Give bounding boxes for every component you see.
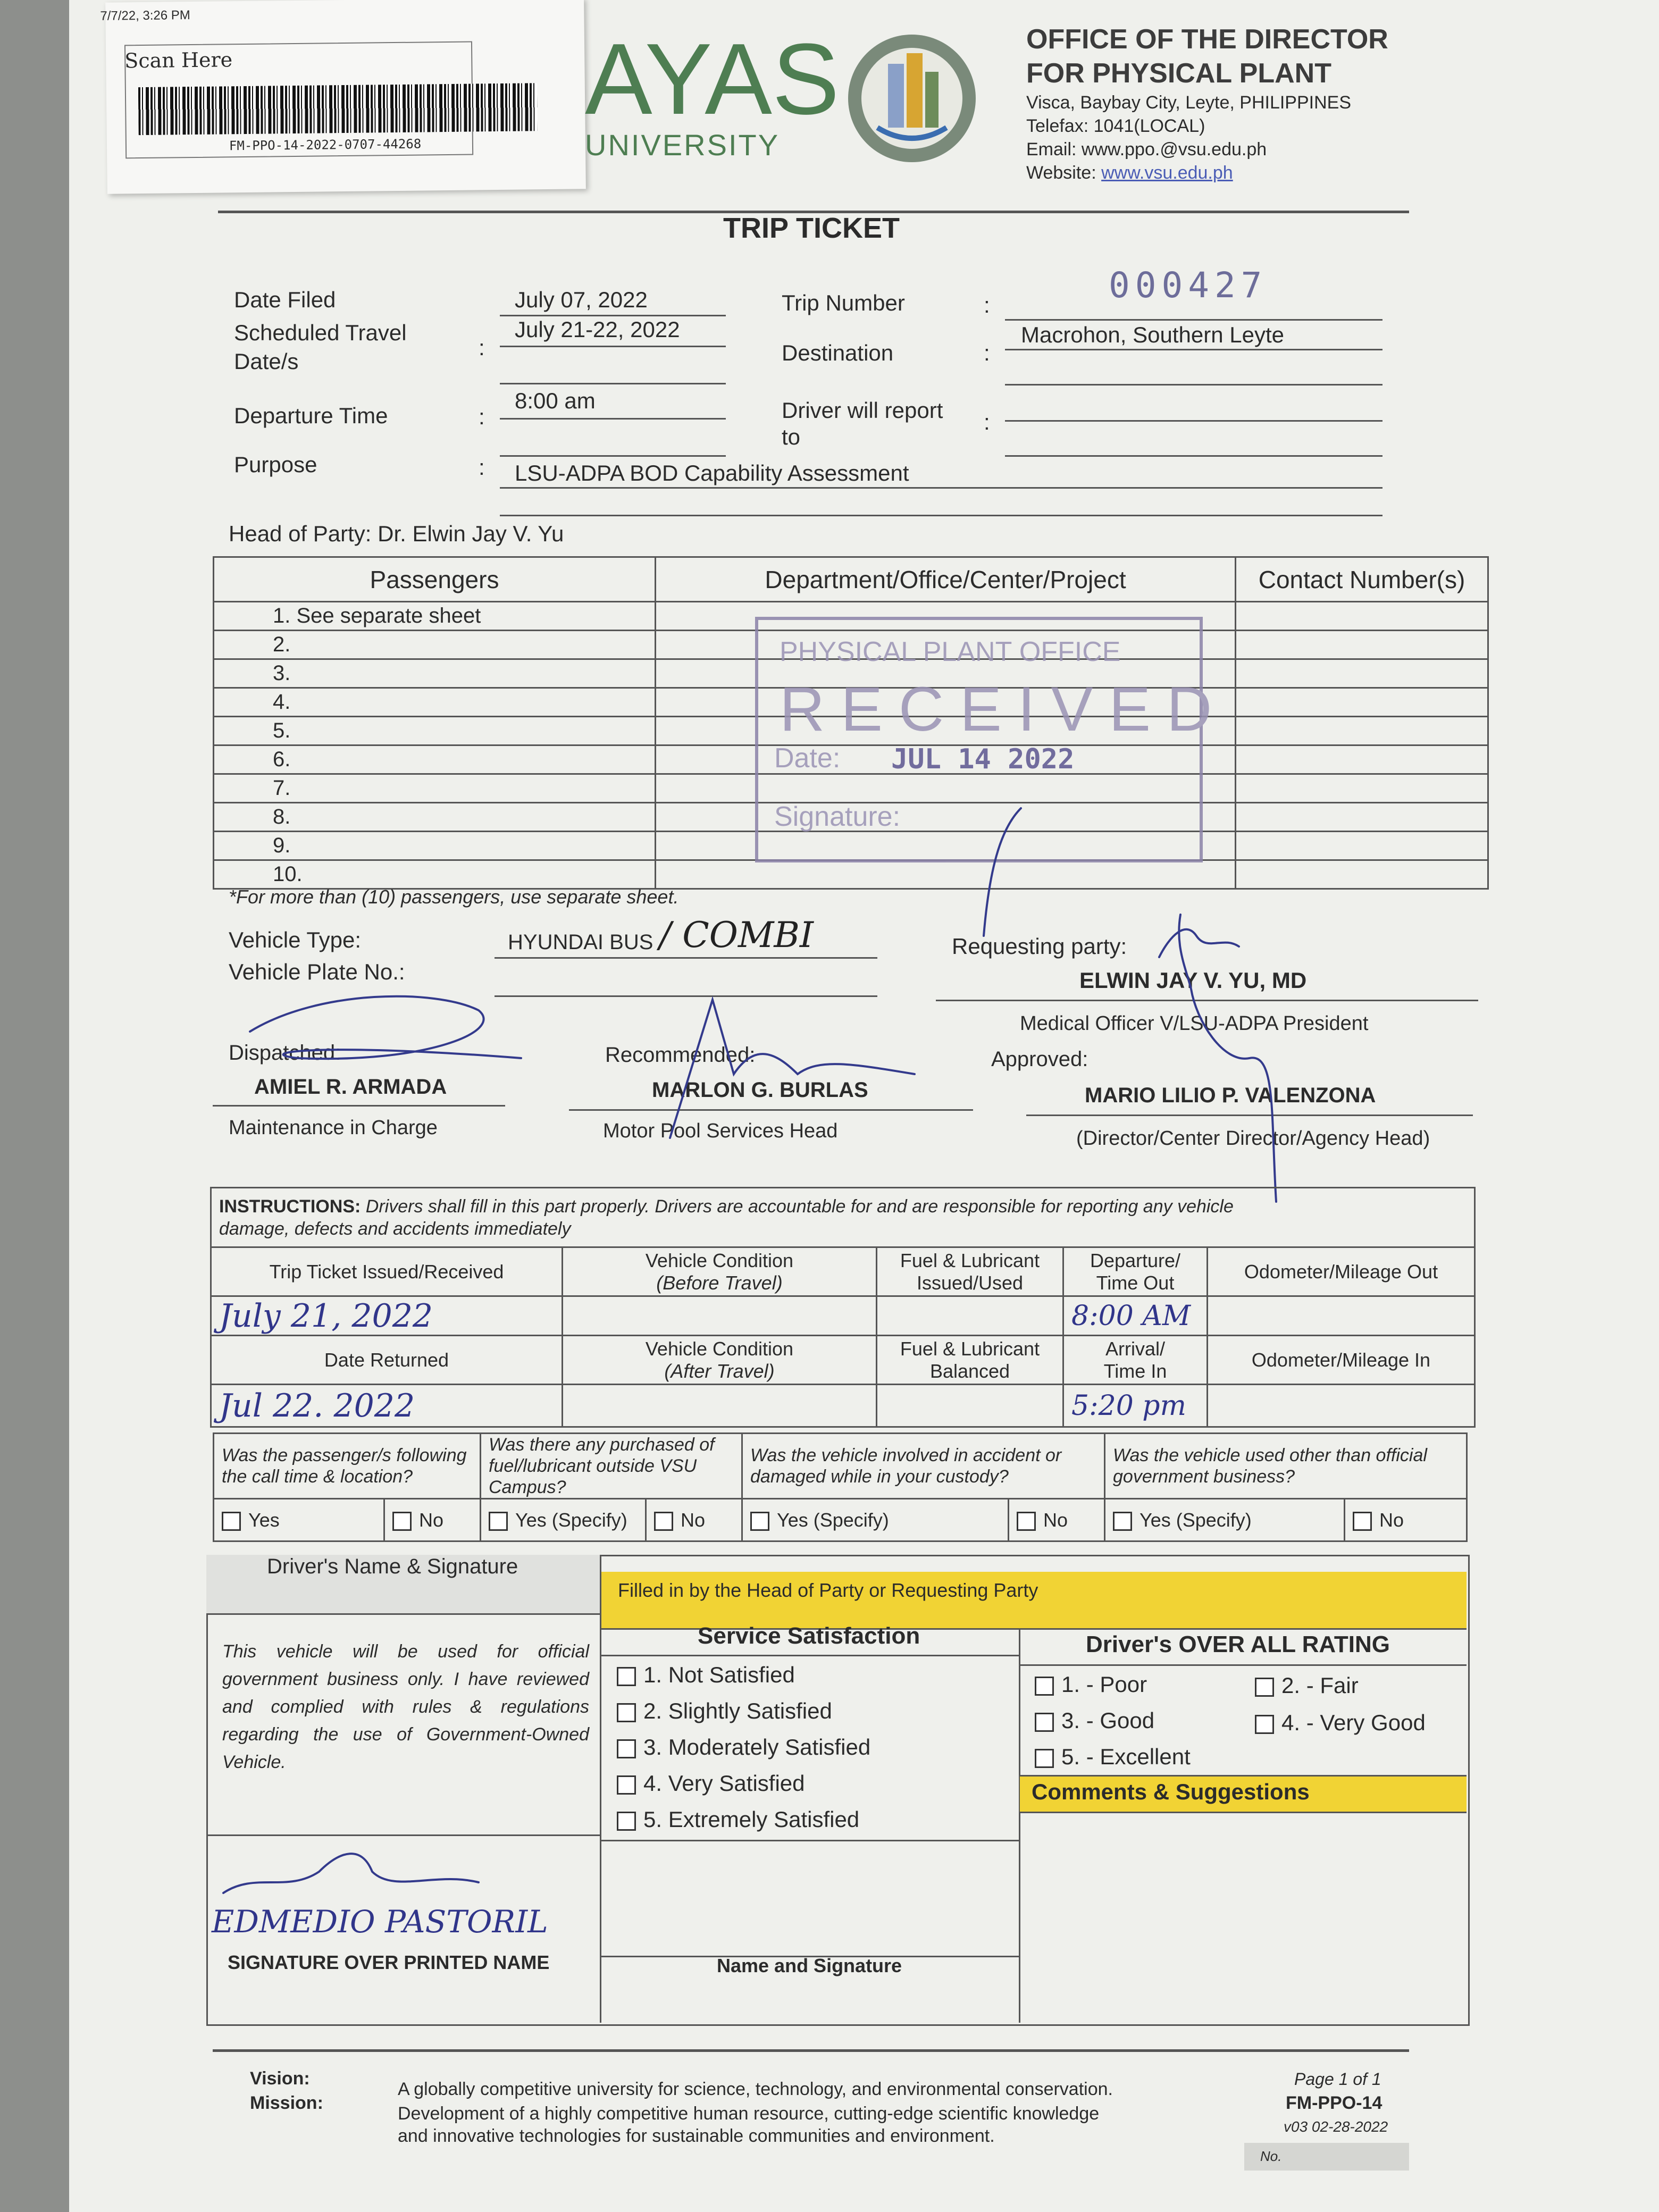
scan-label	[100, 0, 586, 194]
date-filed-value: July 07, 2022	[515, 287, 648, 312]
checkbox-icon	[392, 1512, 412, 1531]
footer-divider	[213, 2049, 1409, 2052]
vehicle-type-handwritten: / COMBI	[659, 915, 814, 956]
scan-here-label: Scan Here	[124, 48, 233, 73]
stamp-date: JUL 14 2022	[891, 743, 1075, 775]
received-stamp: PHYSICAL PLANT OFFICE RECEIVED Date: JUL 14 2022 Signature:	[755, 617, 1203, 862]
head-of-party: Head of Party: Dr. Elwin Jay V. Yu	[229, 521, 564, 546]
col-contact: Contact Number(s)	[1236, 557, 1488, 602]
satisfaction-option[interactable]: 1. Not Satisfied	[617, 1662, 795, 1688]
website-link[interactable]: www.vsu.edu.ph	[1101, 163, 1233, 183]
checkbox-icon	[1035, 1677, 1054, 1696]
requesting-name: ELWIN JAY V. YU, MD	[1079, 968, 1307, 993]
driver-statement: This vehicle will be used for official government business only. I have reviewed and complied with rules & regulations regarding the use of Government-Owned Vehicle.	[222, 1641, 589, 1772]
checkbox-icon	[617, 1812, 636, 1831]
name-and-signature-label: Name and Signature	[717, 1955, 902, 1976]
office-title-2: FOR PHYSICAL PLANT	[1026, 58, 1331, 89]
purpose-value: LSU-ADPA BOD Capability Assessment	[515, 460, 909, 485]
checkbox-icon	[1353, 1512, 1372, 1531]
physical-plant-seal-icon	[840, 27, 984, 170]
col-passengers: Passengers	[214, 557, 656, 602]
report-label-2: to	[782, 424, 801, 449]
checkbox-icon	[617, 1739, 636, 1758]
checkbox-icon	[1255, 1678, 1274, 1697]
mission-text-2: and innovative technologies for sustainable communities and environment.	[398, 2126, 995, 2146]
q2-yes-option[interactable]: Yes (Specify)	[481, 1499, 646, 1541]
checkbox-icon	[1035, 1749, 1054, 1768]
dispatched-title: Maintenance in Charge	[229, 1117, 438, 1139]
checkbox-icon	[617, 1775, 636, 1795]
office-title-1: OFFICE OF THE DIRECTOR	[1026, 24, 1388, 55]
driver-signature-name: EDMEDIO PASTORIL	[212, 1904, 548, 1940]
passenger-row: 10.	[214, 860, 656, 889]
satisfaction-option[interactable]: 5. Extremely Satisfied	[617, 1807, 859, 1832]
recommended-title: Motor Pool Services Head	[603, 1120, 838, 1142]
passenger-row: 9.	[214, 832, 656, 860]
form-title: TRIP TICKET	[723, 212, 900, 244]
q1-no-option[interactable]: No	[384, 1499, 481, 1541]
form-version: v03 02-28-2022	[1284, 2118, 1388, 2135]
vision-text: A globally competitive university for science, technology, and environmental conservation.	[398, 2079, 1113, 2099]
satisfaction-option[interactable]: 2. Slightly Satisfied	[617, 1698, 832, 1724]
passenger-row: 1. See separate sheet	[214, 602, 656, 631]
page-number: Page 1 of 1	[1294, 2069, 1381, 2089]
time-out-handwritten: 8:00 AM	[1063, 1296, 1208, 1336]
rating-very-good[interactable]: 4. - Very Good	[1255, 1710, 1426, 1736]
office-email: Email: www.ppo.@vsu.edu.ph	[1026, 139, 1267, 160]
checkbox-icon	[654, 1512, 673, 1531]
barcode-text: FM-PPO-14-2022-0707-44268	[229, 136, 422, 154]
office-website: Website: www.vsu.edu.ph	[1026, 163, 1233, 183]
dispatched-name: AMIEL R. ARMADA	[254, 1075, 447, 1099]
driver-signature-label: SIGNATURE OVER PRINTED NAME	[228, 1951, 550, 1973]
passenger-row: 2.	[214, 631, 656, 659]
form-code: FM-PPO-14	[1286, 2093, 1382, 2113]
recommended-label: Recommended:	[605, 1043, 756, 1067]
q1-yes-option[interactable]: Yes	[214, 1499, 384, 1541]
destination-label: Destination	[782, 340, 894, 365]
mission-text-1: Development of a highly competitive human resource, cutting-edge scientific knowledge	[398, 2104, 1100, 2124]
passenger-row: 8.	[214, 803, 656, 832]
vehicle-plate-label: Vehicle Plate No.:	[229, 959, 405, 984]
satisfaction-title: Service Satisfaction	[698, 1623, 920, 1649]
vehicle-type-value: HYUNDAI BUS	[508, 931, 653, 954]
vehicle-type-label: Vehicle Type:	[229, 927, 362, 952]
checkbox-icon	[750, 1512, 769, 1531]
trip-number-label: Trip Number	[782, 290, 905, 315]
scheduled-label-2: Date/s	[234, 349, 299, 374]
rating-fair[interactable]: 2. - Fair	[1255, 1673, 1359, 1698]
checkbox-icon	[1035, 1713, 1054, 1732]
time-in-handwritten: 5:20 pm	[1063, 1385, 1208, 1427]
satisfaction-option[interactable]: 3. Moderately Satisfied	[617, 1735, 870, 1760]
no-field: No.	[1244, 2143, 1409, 2171]
checkbox-icon	[617, 1667, 636, 1686]
requesting-label: Requesting party:	[952, 934, 1127, 959]
q4-no-option[interactable]: No	[1345, 1499, 1467, 1541]
mission-label: Mission:	[250, 2093, 323, 2113]
scheduled-value: July 21-22, 2022	[515, 317, 680, 342]
trip-number-value: 000427	[1109, 265, 1268, 306]
university-name: AYAS	[585, 23, 840, 136]
rating-good[interactable]: 3. - Good	[1035, 1708, 1154, 1733]
approved-name: MARIO LILIO P. VALENZONA	[1085, 1084, 1376, 1107]
issued-date-handwritten: July 21, 2022	[211, 1296, 563, 1336]
approved-label: Approved:	[991, 1048, 1088, 1071]
passenger-row: 6.	[214, 745, 656, 774]
dispatched-label: Dispatched:	[229, 1041, 341, 1065]
departure-label: Departure Time	[234, 403, 388, 428]
passenger-row: 7.	[214, 774, 656, 803]
requesting-title: Medical Officer V/LSU-ADPA President	[1020, 1012, 1369, 1035]
q2-no-option[interactable]: No	[646, 1499, 742, 1541]
checkbox-icon	[489, 1512, 508, 1531]
instructions-table: INSTRUCTIONS: Drivers shall fill in this part properly. Drivers are accountable for and are responsible for reporting any vehicle damage, defects and accidents immediately Trip Ticket Issued/Received Vehicle Condition (Before Travel) Fuel & Lubricant Issued/Used Departure/ Time Out Odometer/Mileage Out July 21, 2022 8:00 AM Date Returned Vehicle Condition (After Travel) Fuel & Lubricant Balanced Arrival/ Time In Odometer/Mileage In Jul 22. 2022 5:20 pm	[210, 1187, 1476, 1428]
driver-header: Driver's Name & Signature	[267, 1555, 518, 1578]
date-filed-label: Date Filed	[234, 287, 336, 312]
checkbox-icon	[222, 1512, 241, 1531]
university-subtitle: UNIVERSITY	[585, 128, 780, 162]
approved-title: (Director/Center Director/Agency Head)	[1076, 1127, 1430, 1150]
questions-table: Was the passenger/s following the call time & location? Was there any purchased of fuel/lubricant outside VSU Campus? Was the vehicle involved in accident or damaged while in your custody? Was the vehicle used other than official government business? Yes No Yes (Specify) No Yes (Specify) No Yes (Specify) No	[213, 1432, 1468, 1542]
q3-yes-option[interactable]: Yes (Specify)	[742, 1499, 1009, 1541]
q4-yes-option[interactable]: Yes (Specify)	[1105, 1499, 1345, 1541]
checkbox-icon	[1255, 1715, 1274, 1734]
returned-date-handwritten: Jul 22. 2022	[211, 1385, 563, 1427]
checkbox-icon	[1113, 1512, 1132, 1531]
col-department: Department/Office/Center/Project	[656, 557, 1236, 602]
passenger-row: 5.	[214, 717, 656, 745]
satisfaction-option[interactable]: 4. Very Satisfied	[617, 1771, 805, 1796]
destination-value: Macrohon, Southern Leyte	[1021, 322, 1284, 347]
rating-poor[interactable]: 1. - Poor	[1035, 1672, 1147, 1697]
office-telefax: Telefax: 1041(LOCAL)	[1026, 116, 1205, 136]
barcode	[138, 83, 538, 135]
scan-timestamp: 7/7/22, 3:26 PM	[100, 8, 190, 23]
scheduled-label-1: Scheduled Travel	[234, 320, 407, 345]
vision-label: Vision:	[250, 2068, 310, 2089]
recommended-name: MARLON G. BURLAS	[652, 1078, 868, 1102]
checkbox-icon	[617, 1703, 636, 1722]
report-label-1: Driver will report	[782, 398, 943, 423]
rating-title: Driver's OVER ALL RATING	[1086, 1631, 1390, 1657]
q3-no-option[interactable]: No	[1009, 1499, 1105, 1541]
passenger-row: 4.	[214, 688, 656, 717]
passenger-note: *For more than (10) passengers, use separate sheet.	[229, 886, 679, 908]
passenger-row: 3.	[214, 659, 656, 688]
rating-excellent[interactable]: 5. - Excellent	[1035, 1744, 1191, 1770]
purpose-label: Purpose	[234, 452, 317, 477]
office-address: Visca, Baybay City, Leyte, PHILIPPINES	[1026, 93, 1352, 113]
departure-value: 8:00 am	[515, 388, 596, 413]
checkbox-icon	[1017, 1512, 1036, 1531]
